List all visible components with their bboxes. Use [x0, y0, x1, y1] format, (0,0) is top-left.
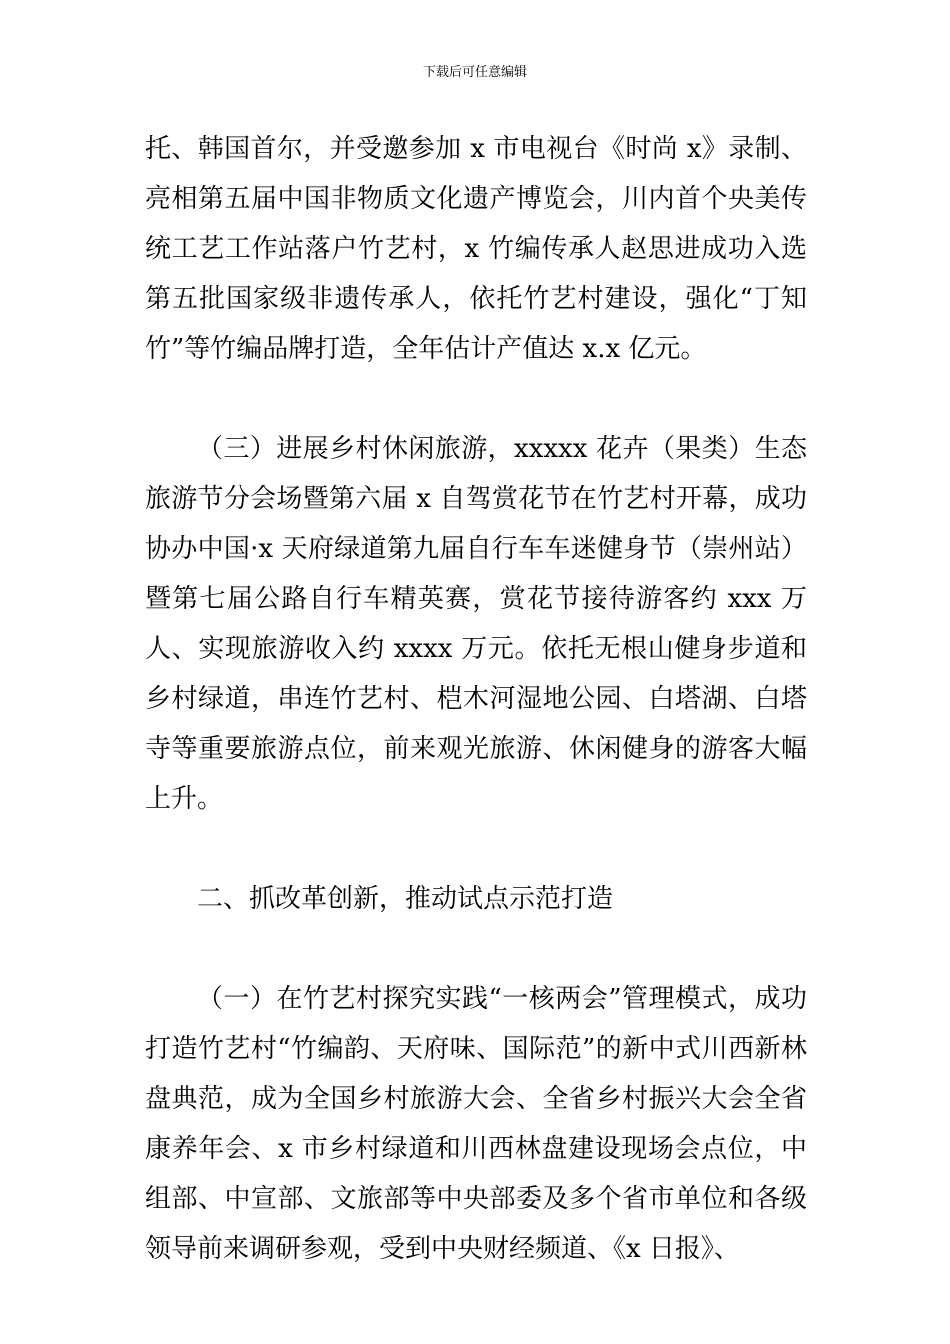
page-header: 下载后可任意编辑 [422, 65, 527, 80]
section-heading-reform: 二、抓改革创新，推动试点示范打造 [197, 884, 614, 914]
paragraph-management-model: （一）在竹艺村探究实践“一核两会”管理模式，成功打造竹艺村“竹编韵、天府味、国际范”的新中式川西新林盘典范，成为全国乡村旅游大会、全省乡村振兴大会全省康养年会、x 市乡村绿道和川西林盘建设现场会点位，中组部、中宣部、文旅部等中央部委及多个省市单位和各级领导前来调研参观，受到中央财经频道、《x 日报》、 [145, 984, 807, 1264]
paragraph-continuation: 托、韩国首尔，并受邀参加 x 市电视台《时尚 x》录制、亮相第五届中国非物质文化遗产博览会，川内首个央美传统工艺工作站落户竹艺村，x 竹编传承人赵思进成功入选第五批国家级非遗传承人，依托竹艺村建设，强化“丁知竹”等竹编品牌打造，全年估计产值达 x.x 亿元。 [145, 134, 807, 364]
paragraph-rural-tourism: （三）进展乡村休闲旅游，xxxxx 花卉（果类）生态旅游节分会场暨第六届 x 自驾赏花节在竹艺村开幕，成功协办中国·x 天府绿道第九届自行车车迷健身节（崇州站）暨第七届公路自行车精英赛，赏花节接待游客约 xxx 万人、实现旅游收入约 xxxx 万元。依托无根山健身步道和乡村绿道，串连竹艺村、桤木河湿地公园、白塔湖、白塔寺等重要旅游点位，前来观光旅游、休闲健身的游客大幅上升。 [145, 434, 807, 814]
document-body [145, 124, 807, 1274]
